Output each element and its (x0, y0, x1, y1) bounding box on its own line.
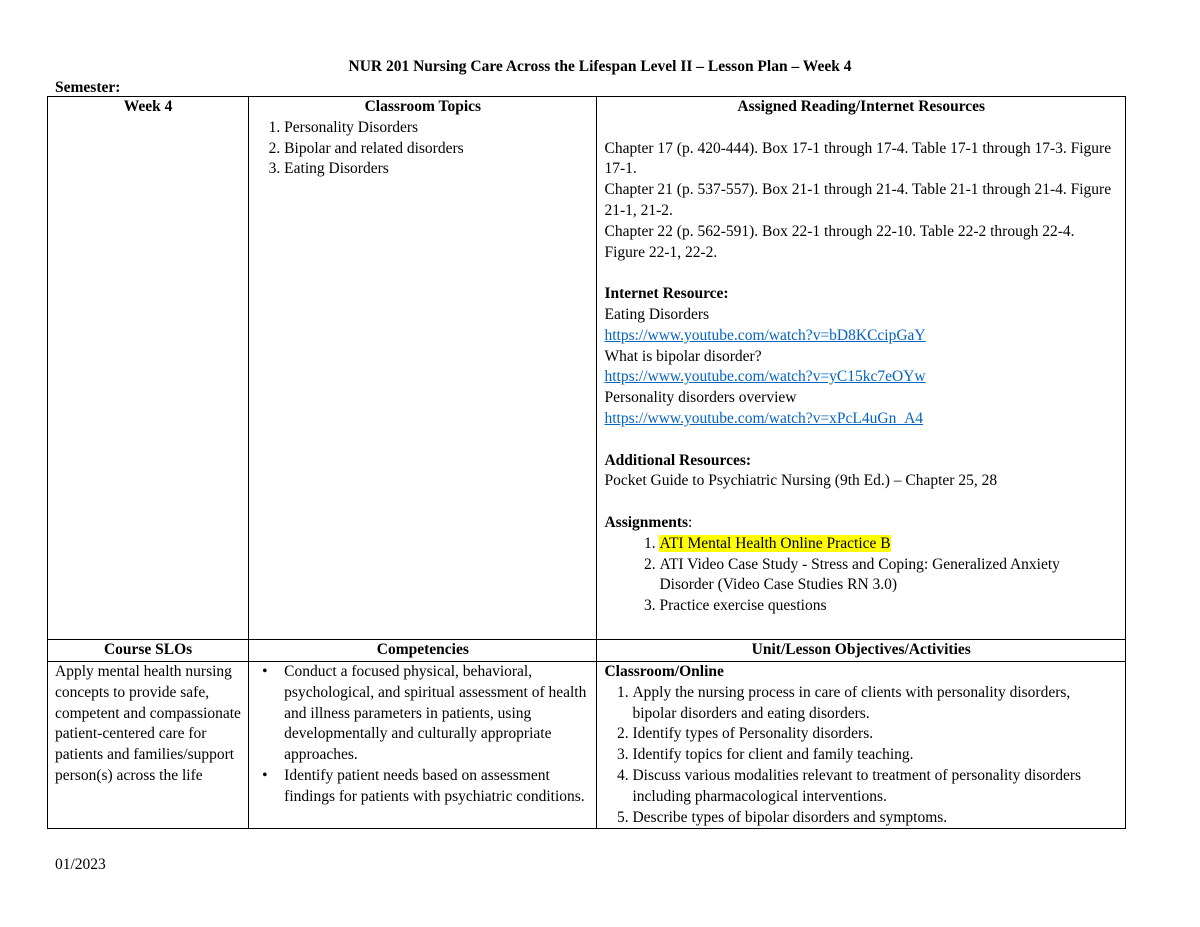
assignments-colon: : (688, 513, 693, 531)
assignments-list (604, 534, 1118, 617)
list-item: 1. Apply the nursing process in care of clients with personality disorders, bipolar disorders and eating disorders. (632, 683, 1118, 725)
competencies-header: Competencies (376, 641, 469, 658)
list-item: 1. Personality Disorders (284, 118, 589, 139)
competencies-cell (249, 662, 597, 829)
slos-text: Apply mental health nursing concepts to provide safe, competent and compassionate patient-centered care for patients and families/support person(s) across the life (55, 663, 241, 784)
topics-cell (249, 97, 597, 640)
list-item: 5. Describe types of bipolar disorders and symptoms. (632, 808, 1118, 829)
footer-date: 01/2023 (55, 856, 106, 873)
resource-label: Personality disorders overview (604, 389, 797, 407)
competencies-list (256, 662, 589, 808)
resource-label: What is bipolar disorder? (604, 347, 762, 365)
resource-link[interactable]: https://www.youtube.com/watch?v=xPcL4uGn_A4 (604, 409, 924, 427)
assignments-heading-line (604, 513, 1118, 534)
objectives-subheading: Classroom/Online (604, 663, 724, 680)
assignments-heading: Assignments (604, 513, 689, 531)
additional-resources-heading: Additional Resources: (604, 451, 752, 469)
topics-list (256, 118, 589, 180)
chapter-17-text: Chapter 17 (p. 420-444). Box 17-1 through 17-4. Table 17-1 through 17-3. Figure 17-1. (604, 139, 1112, 178)
table-row (48, 640, 1126, 662)
week-cell (48, 97, 249, 640)
list-item: 2. ATI Video Case Study - Stress and Coping: Generalized Anxiety Disorder (Video Case Studies RN 3.0) (659, 555, 1118, 597)
week-header: Week 4 (123, 98, 173, 115)
internet-resource-heading: Internet Resource: (604, 285, 729, 303)
resource-link[interactable]: https://www.youtube.com/watch?v=yC15kc7eOYw (604, 368, 926, 386)
list-item: 4. Discuss various modalities relevant to treatment of personality disorders including pharmacological interventions. (632, 766, 1118, 808)
list-item: 3. Practice exercise questions (659, 596, 1118, 617)
resource-label: Eating Disorders (604, 305, 710, 323)
slos-header: Course SLOs (103, 641, 193, 658)
list-item (659, 534, 1118, 555)
list-item: 3. Eating Disorders (284, 159, 589, 180)
slos-cell (48, 662, 249, 829)
chapter-21-text: Chapter 21 (p. 537-557). Box 21-1 through 21-4. Table 21-1 through 21-4. Figure 21-1, 21-2. (604, 181, 1112, 219)
objectives-header: Unit/Lesson Objectives/Activities (751, 641, 971, 658)
document-title: NUR 201 Nursing Care Across the Lifespan Level II – Lesson Plan – Week 4 (348, 58, 852, 75)
semester-label: Semester: (55, 79, 121, 96)
resource-link[interactable]: https://www.youtube.com/watch?v=bD8KCcipGaY (604, 326, 926, 344)
table-row (48, 662, 1126, 829)
additional-resources-text: Pocket Guide to Psychiatric Nursing (9th Ed.) – Chapter 25, 28 (604, 472, 998, 490)
chapter-22-text: Chapter 22 (p. 562-591). Box 22-1 through 22-10. Table 22-2 through 22-4. Figure 22-1, 22-2. (604, 222, 1075, 261)
table-row (48, 97, 1126, 640)
reading-cell (597, 97, 1126, 640)
highlighted-assignment: ATI Mental Health Online Practice B (659, 534, 891, 552)
topics-header: Classroom Topics (364, 98, 482, 115)
list-item: 2. Bipolar and related disorders (284, 139, 589, 160)
reading-header: Assigned Reading/Internet Resources (737, 98, 986, 115)
list-item: • Identify patient needs based on assessment findings for patients with psychiatric conditions. (284, 766, 589, 808)
objectives-cell (597, 662, 1126, 829)
list-item: 3. Identify topics for client and family teaching. (632, 745, 1118, 766)
lesson-plan-table (47, 96, 1126, 829)
list-item: • Conduct a focused physical, behavioral, psychological, and spiritual assessment of health and illness parameters in patients, using developmentally and culturally appropriate approaches. (284, 662, 589, 766)
list-item: 2. Identify types of Personality disorders. (632, 724, 1118, 745)
objectives-list (604, 683, 1118, 829)
